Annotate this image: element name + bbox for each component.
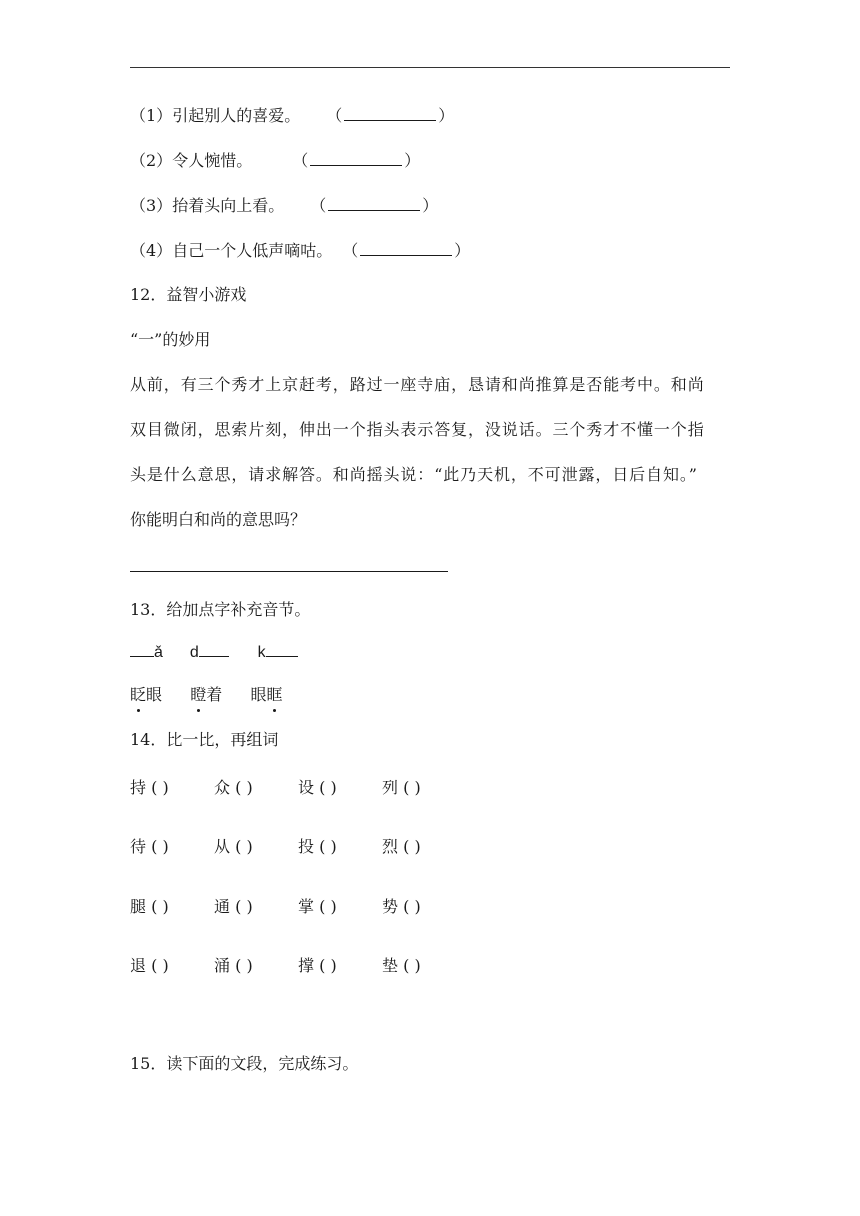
answer-blank[interactable] <box>328 194 420 211</box>
word-blank[interactable]: ( ) <box>319 837 337 856</box>
char: 烈 <box>382 837 399 856</box>
item-text: 自己一个人低声嘀咕。 <box>172 241 333 260</box>
word-zhayan: 眨眼 <box>130 685 163 704</box>
word-blank[interactable]: ( ) <box>319 897 337 916</box>
q13-words-row <box>130 684 282 706</box>
char: 退 <box>130 956 147 975</box>
word-blank[interactable]: ( ) <box>235 897 253 916</box>
char: 从 <box>214 837 231 856</box>
char: 掌 <box>298 897 315 916</box>
char: 涌 <box>214 956 231 975</box>
pinyin-hint: ǎ <box>154 644 163 661</box>
item-text: 引起别人的喜爱。 <box>172 106 301 125</box>
word-blank[interactable]: ( ) <box>319 778 337 797</box>
item-number: （3） <box>130 196 173 215</box>
char: 垫 <box>382 956 399 975</box>
word-blank[interactable]: ( ) <box>235 956 253 975</box>
q11-item-2: （2）令人惋惜。 （ ） <box>130 151 421 170</box>
q12-passage-line-2: 双目微闭，思索片刻，伸出一个指头表示答复，没说话。三个秀才不懂一个指 <box>130 420 705 439</box>
q12-question: 你能明白和尚的意思吗？ <box>130 510 307 529</box>
answer-blank[interactable] <box>360 239 452 256</box>
item-number: （1） <box>130 106 173 125</box>
item-number: （2） <box>130 151 173 170</box>
word-blank[interactable]: ( ) <box>151 897 169 916</box>
char: 通 <box>214 897 231 916</box>
q13-pinyin-row <box>130 642 298 664</box>
word-blank[interactable]: ( ) <box>403 897 421 916</box>
q12-passage-line-3: 头是什么意思，请求解答。和尚摇头说：“此乃天机，不可泄露，日后自知。” <box>130 465 698 484</box>
word-blank[interactable]: ( ) <box>403 778 421 797</box>
q11-item-1: （1）引起别人的喜爱。 （ ） <box>130 106 455 125</box>
char: 腿 <box>130 897 147 916</box>
word-yankuang: 眼眶 <box>250 685 283 704</box>
q13-title: 13．给加点字补充音节。 <box>130 600 311 619</box>
char: 持 <box>130 778 147 797</box>
q12-subtitle: “一”的妙用 <box>130 330 211 349</box>
word-blank[interactable]: ( ) <box>151 778 169 797</box>
answer-blank[interactable] <box>310 149 402 166</box>
q14-row-3 <box>130 896 466 918</box>
q11-item-4: （4）自己一个人低声嘀咕。 （ ） <box>130 241 471 260</box>
item-number: （4） <box>130 241 173 260</box>
q12-passage-line-1: 从前，有三个秀才上京赶考，路过一座寺庙，恳请和尚推算是否能考中。和尚 <box>130 375 705 394</box>
answer-blank[interactable] <box>344 104 436 121</box>
item-text: 抬着头向上看。 <box>172 196 285 215</box>
word-dengzhe: 瞪着 <box>190 685 223 704</box>
q14-row-1 <box>130 777 466 799</box>
pinyin-blank[interactable] <box>130 642 154 657</box>
q12-answer-line[interactable] <box>130 571 448 572</box>
char: 撑 <box>298 956 315 975</box>
char: 列 <box>382 778 399 797</box>
q15-title: 15．读下面的文段，完成练习。 <box>130 1054 359 1073</box>
pinyin-hint: k <box>257 644 266 661</box>
word-blank[interactable]: ( ) <box>151 837 169 856</box>
word-blank[interactable]: ( ) <box>235 778 253 797</box>
char: 设 <box>298 778 315 797</box>
q14-title: 14．比一比，再组词 <box>130 730 279 749</box>
q12-title: 12．益智小游戏 <box>130 285 247 304</box>
char: 势 <box>382 897 399 916</box>
word-blank[interactable]: ( ) <box>403 837 421 856</box>
word-blank[interactable]: ( ) <box>319 956 337 975</box>
word-blank[interactable]: ( ) <box>151 956 169 975</box>
char: 待 <box>130 837 147 856</box>
word-blank[interactable]: ( ) <box>403 956 421 975</box>
char: 投 <box>298 837 315 856</box>
word-blank[interactable]: ( ) <box>235 837 253 856</box>
pinyin-hint: d <box>189 644 199 661</box>
header-rule <box>130 67 730 68</box>
q14-row-4 <box>130 955 466 977</box>
item-text: 令人惋惜。 <box>172 151 253 170</box>
pinyin-blank[interactable] <box>266 642 298 657</box>
q14-row-2 <box>130 836 466 858</box>
char: 众 <box>214 778 231 797</box>
pinyin-blank[interactable] <box>199 642 229 657</box>
q11-item-3: （3）抬着头向上看。 （ ） <box>130 196 439 215</box>
